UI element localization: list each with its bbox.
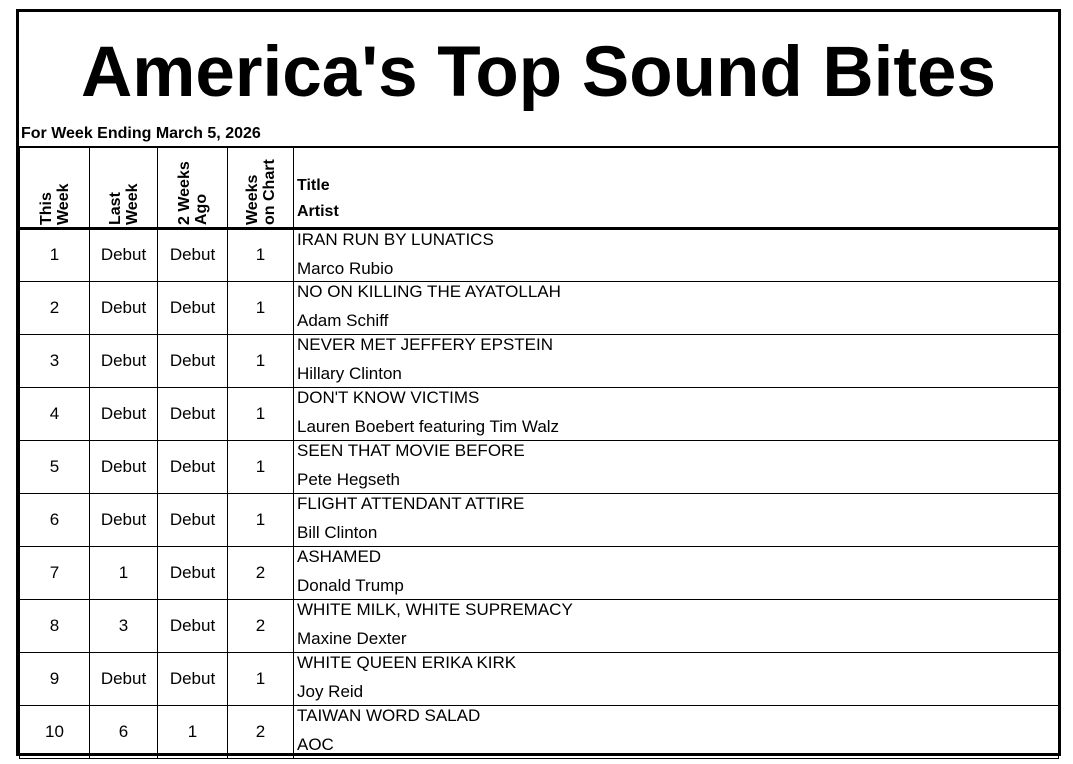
two-weeks-ago-cell: Debut <box>158 334 228 387</box>
song-cell <box>294 599 1059 652</box>
song-artist: Marco Rubio <box>297 258 394 278</box>
last-week-cell: Debut <box>90 440 158 493</box>
this-week-cell: 10 <box>20 705 90 758</box>
song-artist: Maxine Dexter <box>297 628 407 648</box>
weeks-on-chart-cell: 1 <box>228 334 294 387</box>
this-week-cell: 3 <box>20 334 90 387</box>
header-artist: Artist <box>297 202 339 220</box>
song-cell <box>294 387 1059 440</box>
song-cell <box>294 281 1059 334</box>
table-row <box>20 228 1059 281</box>
two-weeks-ago-cell: Debut <box>158 440 228 493</box>
weeks-on-chart-cell: 2 <box>228 546 294 599</box>
song-title: SEEN THAT MOVIE BEFORE <box>297 440 525 460</box>
last-week-cell: Debut <box>90 652 158 705</box>
table-row <box>20 705 1059 758</box>
last-week-cell: Debut <box>90 228 158 281</box>
last-week-cell: 1 <box>90 546 158 599</box>
song-artist: Pete Hegseth <box>297 469 401 489</box>
header-last-week: Last Week <box>90 147 158 228</box>
two-weeks-ago-cell: Debut <box>158 228 228 281</box>
table-row <box>20 599 1059 652</box>
last-week-cell: 3 <box>90 599 158 652</box>
song-title: NO ON KILLING THE AYATOLLAH <box>297 281 561 301</box>
table-row <box>20 546 1059 599</box>
two-weeks-ago-cell: Debut <box>158 387 228 440</box>
song-artist: Bill Clinton <box>297 522 378 542</box>
two-weeks-ago-cell: Debut <box>158 599 228 652</box>
song-cell <box>294 705 1059 758</box>
song-title: NEVER MET JEFFERY EPSTEIN <box>297 334 554 354</box>
table-row <box>20 387 1059 440</box>
song-cell <box>294 334 1059 387</box>
song-cell <box>294 228 1059 281</box>
header-row <box>20 147 1059 228</box>
last-week-cell: Debut <box>90 387 158 440</box>
two-weeks-ago-cell: 1 <box>158 705 228 758</box>
song-artist: Lauren Boebert featuring Tim Walz <box>297 416 560 436</box>
song-title: WHITE QUEEN ERIKA KIRK <box>297 652 517 672</box>
table-row <box>20 493 1059 546</box>
this-week-cell: 7 <box>20 546 90 599</box>
header-title-artist <box>294 147 1059 228</box>
table-row <box>20 440 1059 493</box>
song-cell <box>294 546 1059 599</box>
song-artist: AOC <box>297 734 334 754</box>
chart-document <box>16 9 1061 756</box>
last-week-cell: 6 <box>90 705 158 758</box>
this-week-cell: 4 <box>20 387 90 440</box>
song-title: ASHAMED <box>297 546 382 566</box>
sound-bites-table <box>19 146 1059 759</box>
weeks-on-chart-cell: 1 <box>228 228 294 281</box>
weeks-on-chart-cell: 1 <box>228 387 294 440</box>
weeks-on-chart-cell: 1 <box>228 440 294 493</box>
this-week-cell: 9 <box>20 652 90 705</box>
weeks-on-chart-cell: 1 <box>228 493 294 546</box>
song-artist: Joy Reid <box>297 681 364 701</box>
two-weeks-ago-cell: Debut <box>158 493 228 546</box>
table-row <box>20 334 1059 387</box>
table-row <box>20 652 1059 705</box>
two-weeks-ago-cell: Debut <box>158 281 228 334</box>
this-week-cell: 8 <box>20 599 90 652</box>
page-title: America's Top Sound Bites <box>80 33 997 112</box>
song-artist: Hillary Clinton <box>297 363 402 383</box>
two-weeks-ago-cell: Debut <box>158 546 228 599</box>
last-week-cell: Debut <box>90 493 158 546</box>
song-cell <box>294 493 1059 546</box>
header-two-weeks-ago: 2 Weeks Ago <box>158 147 228 228</box>
song-cell <box>294 440 1059 493</box>
weeks-on-chart-cell: 2 <box>228 599 294 652</box>
last-week-cell: Debut <box>90 334 158 387</box>
song-title: TAIWAN WORD SALAD <box>297 705 481 725</box>
header-this-week: This Week <box>20 147 90 228</box>
header-weeks-on-chart: Weeks on Chart <box>228 147 294 228</box>
weeks-on-chart-cell: 2 <box>228 705 294 758</box>
header-title: Title <box>297 176 330 194</box>
song-title: FLIGHT ATTENDANT ATTIRE <box>297 493 525 513</box>
this-week-cell: 2 <box>20 281 90 334</box>
this-week-cell: 1 <box>20 228 90 281</box>
song-title: IRAN RUN BY LUNATICS <box>297 229 494 249</box>
last-week-cell: Debut <box>90 281 158 334</box>
this-week-cell: 6 <box>20 493 90 546</box>
song-artist: Donald Trump <box>297 575 404 595</box>
weeks-on-chart-cell: 1 <box>228 652 294 705</box>
table-row <box>20 281 1059 334</box>
this-week-cell: 5 <box>20 440 90 493</box>
song-title: WHITE MILK, WHITE SUPREMACY <box>297 599 573 619</box>
week-ending-label: For Week Ending March 5, 2026 <box>21 125 261 142</box>
weeks-on-chart-cell: 1 <box>228 281 294 334</box>
song-artist: Adam Schiff <box>297 310 389 330</box>
two-weeks-ago-cell: Debut <box>158 652 228 705</box>
song-cell <box>294 652 1059 705</box>
song-title: DON'T KNOW VICTIMS <box>297 387 480 407</box>
